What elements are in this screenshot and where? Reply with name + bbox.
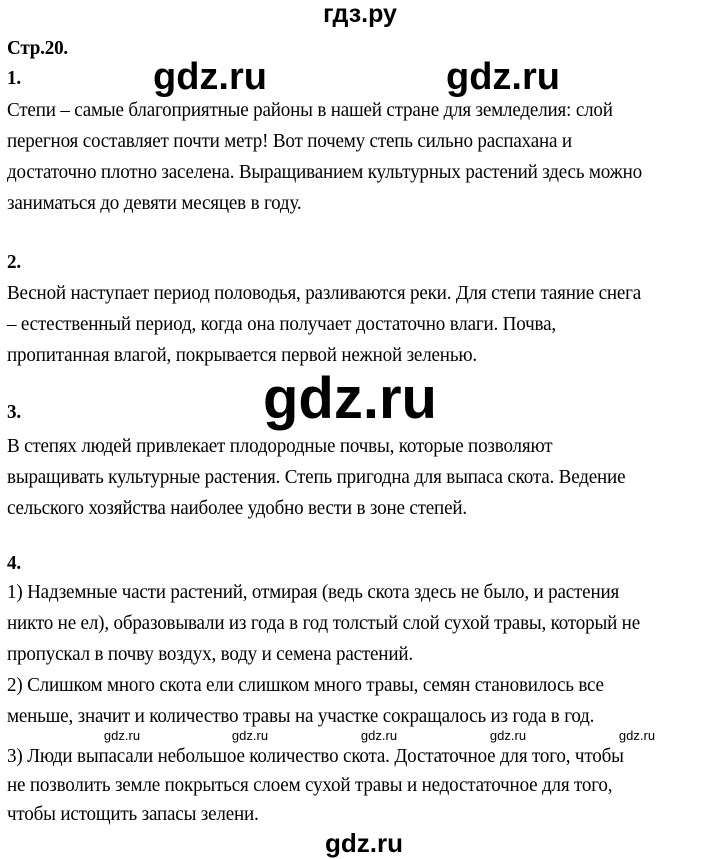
watermark: gdz.ru [263,366,437,431]
answer-text-line: Весной наступает период половодья, разливаются реки. Для степи таяние снега [7,282,642,304]
answer-text-line: заниматься до девяти месяцев в году. [7,192,302,214]
page-label: Стр.20. [7,37,69,59]
site-title: гдз.ру [323,0,397,28]
answer-number: 4. [7,552,21,574]
answer-text-line: 1) Надземные части растений, отмирая (ведь скота здесь не было, и растения [7,581,620,603]
watermark: gdz.ru [103,728,141,743]
answer-text-line: Степи – самые благоприятные районы в нашей стране для земледелия: слой [7,99,613,121]
watermark: gdz.ru [360,728,398,743]
answer-text-line: – естественный период, когда она получает достаточно влаги. Почва, [7,313,556,335]
answer-number: 1. [7,67,21,89]
watermark: gdz.ru [153,56,267,98]
answer-text-line: 3) Люди выпасали небольшое количество скота. Достаточное для того, чтобы [7,745,624,767]
answer-text-line: чтобы истощить запасы зелени. [7,803,259,825]
answer-text-line: пропитанная влагой, покрывается первой нежной зеленью. [7,344,477,366]
answer-text-line: достаточно плотно заселена. Выращиванием культурных растений здесь можно [7,161,643,183]
watermark: gdz.ru [325,828,403,858]
answer-number: 2. [7,251,21,273]
watermark: gdz.ru [446,56,560,98]
answer-text-line: перегноя составляет почти метр! Вот почему степь сильно распахана и [7,130,572,152]
watermark: gdz.ru [231,728,269,743]
answer-text-line: В степях людей привлекает плодородные почвы, которые позволяют [7,435,553,457]
watermark: gdz.ru [489,728,527,743]
answer-text-line: 2) Слишком много скота ели слишком много травы, семян становилось все [7,674,604,696]
answer-text-line: не позволить земле покрыться слоем сухой травы и недостаточное для того, [7,774,613,796]
answer-text-line: меньше, значит и количество травы на участке сокращалось из года в год. [7,705,595,727]
answer-text-line: пропускал в почву воздух, воду и семена растений. [7,643,413,665]
watermark: gdz.ru [618,728,656,743]
answer-text-line: выращивать культурные растения. Степь пригодна для выпаса скота. Ведение [7,466,626,488]
answer-text-line: сельского хозяйства наиболее удобно вести в зоне степей. [7,497,467,519]
answer-text-line: никто не ел), образовывали из года в год толстый слой сухой травы, который не [7,612,640,634]
answer-number: 3. [7,401,21,423]
